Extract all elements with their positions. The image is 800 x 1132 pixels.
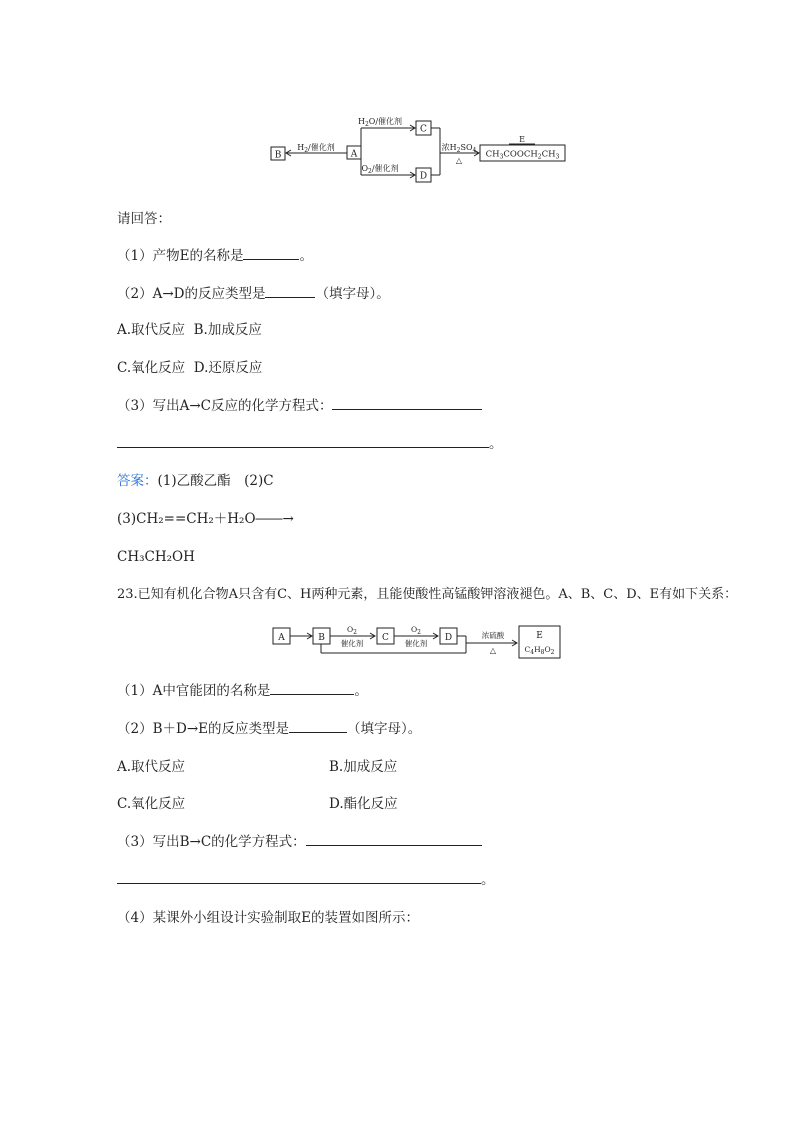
svg-text:O2: $O_2$ <box>347 625 357 636</box>
q23-part4: （4）某课外小组设计实验制取E的装置如图所示： <box>117 910 419 926</box>
answer-blank[interactable] <box>270 683 354 695</box>
svg-text:O2: $O_2$ <box>411 625 421 636</box>
node-e-label: E <box>536 631 543 641</box>
node-d-label: D <box>444 633 453 643</box>
q23-option-a: A.取代反应 <box>117 759 186 775</box>
option-a: A.取代反应 <box>117 322 186 338</box>
q23-part2-end: （填字母）。 <box>347 721 422 737</box>
q1-part1-text: （1）产物E的名称是 <box>117 248 244 264</box>
answer-text: (1)乙酸乙酯 (2)C <box>157 473 274 489</box>
edge-e-label: E <box>519 135 525 144</box>
node-a-label: A <box>278 633 285 643</box>
edge-de-bottom: △ <box>489 646 497 655</box>
edge-cd-bottom-label: △ <box>455 156 463 165</box>
q23-part3-end: 。 <box>481 872 495 888</box>
edge-cd-bottom: 催化剂 <box>404 639 428 648</box>
q23-part1-text: （1）A中官能团的名称是 <box>117 683 271 699</box>
edge-de-top: 浓硫酸 <box>481 631 505 640</box>
edge-cd-top-label: 浓$H_2SO_4$ <box>441 143 477 154</box>
node-c-label: C <box>420 124 427 135</box>
answer-blank[interactable] <box>117 872 481 884</box>
edge-bc-bottom: 催化剂 <box>340 639 364 648</box>
node-d-label: D <box>419 171 428 182</box>
option-b: B.加成反应 <box>193 322 262 338</box>
answer-blank[interactable] <box>289 721 347 733</box>
node-b-label: B <box>274 150 282 161</box>
edge-a-c-label: $H_2O/$催化剂 <box>357 117 403 128</box>
q1-part3-end: 。 <box>489 436 503 452</box>
product-label: $CH_3COOCH_2CH_3$ <box>485 149 560 161</box>
prompt-text: 请回答： <box>117 211 171 227</box>
answer-equation: (3)CH₂==CH₂＋H₂O――→ <box>117 511 294 527</box>
q23-part3-text: （3）写出B→C的化学方程式： <box>117 834 306 850</box>
option-d: D.还原反应 <box>193 360 263 376</box>
q23-stem: 23.已知有机化合物A只含有C、H两种元素，且能使酸性高锰酸钾溶液褪色。A、B、C、D、E有如下关系： <box>117 587 738 602</box>
q23-part3 <box>117 834 482 850</box>
q23-part2-text: （2）B＋D→E的反应类型是 <box>117 721 289 737</box>
node-a-label: A <box>350 149 358 160</box>
answer-label: 答案： <box>117 473 158 489</box>
q23-option-d: D.酯化反应 <box>329 796 398 812</box>
q23-part1-end: 。 <box>354 683 368 699</box>
q1-part1-end: 。 <box>299 248 313 264</box>
q1-part2-end: （填字母）。 <box>315 286 390 302</box>
answer-equation-product: CH₃CH₂OH <box>117 549 195 565</box>
edge-a-d-label: $O_2/$催化剂 <box>361 164 399 175</box>
option-c: C.氧化反应 <box>117 360 186 376</box>
q23-option-b: B.加成反应 <box>329 759 398 775</box>
q23-part2 <box>117 721 421 737</box>
q1-part3-text: （3）写出A→C反应的化学方程式： <box>117 398 333 414</box>
answer-blank[interactable] <box>306 834 482 846</box>
q23-part1 <box>117 683 368 699</box>
q1-part2-text: （2）A→D的反应类型是 <box>117 286 266 302</box>
node-e-formula: $C_4H_8O_2$ <box>524 645 555 656</box>
q23-part3-line2 <box>117 872 495 888</box>
q23-option-c: C.氧化反应 <box>117 796 186 812</box>
edge-a-b-label: $H_2/$催化剂 <box>297 143 335 154</box>
node-b-label: B <box>318 633 325 643</box>
node-c-label: C <box>382 633 389 643</box>
